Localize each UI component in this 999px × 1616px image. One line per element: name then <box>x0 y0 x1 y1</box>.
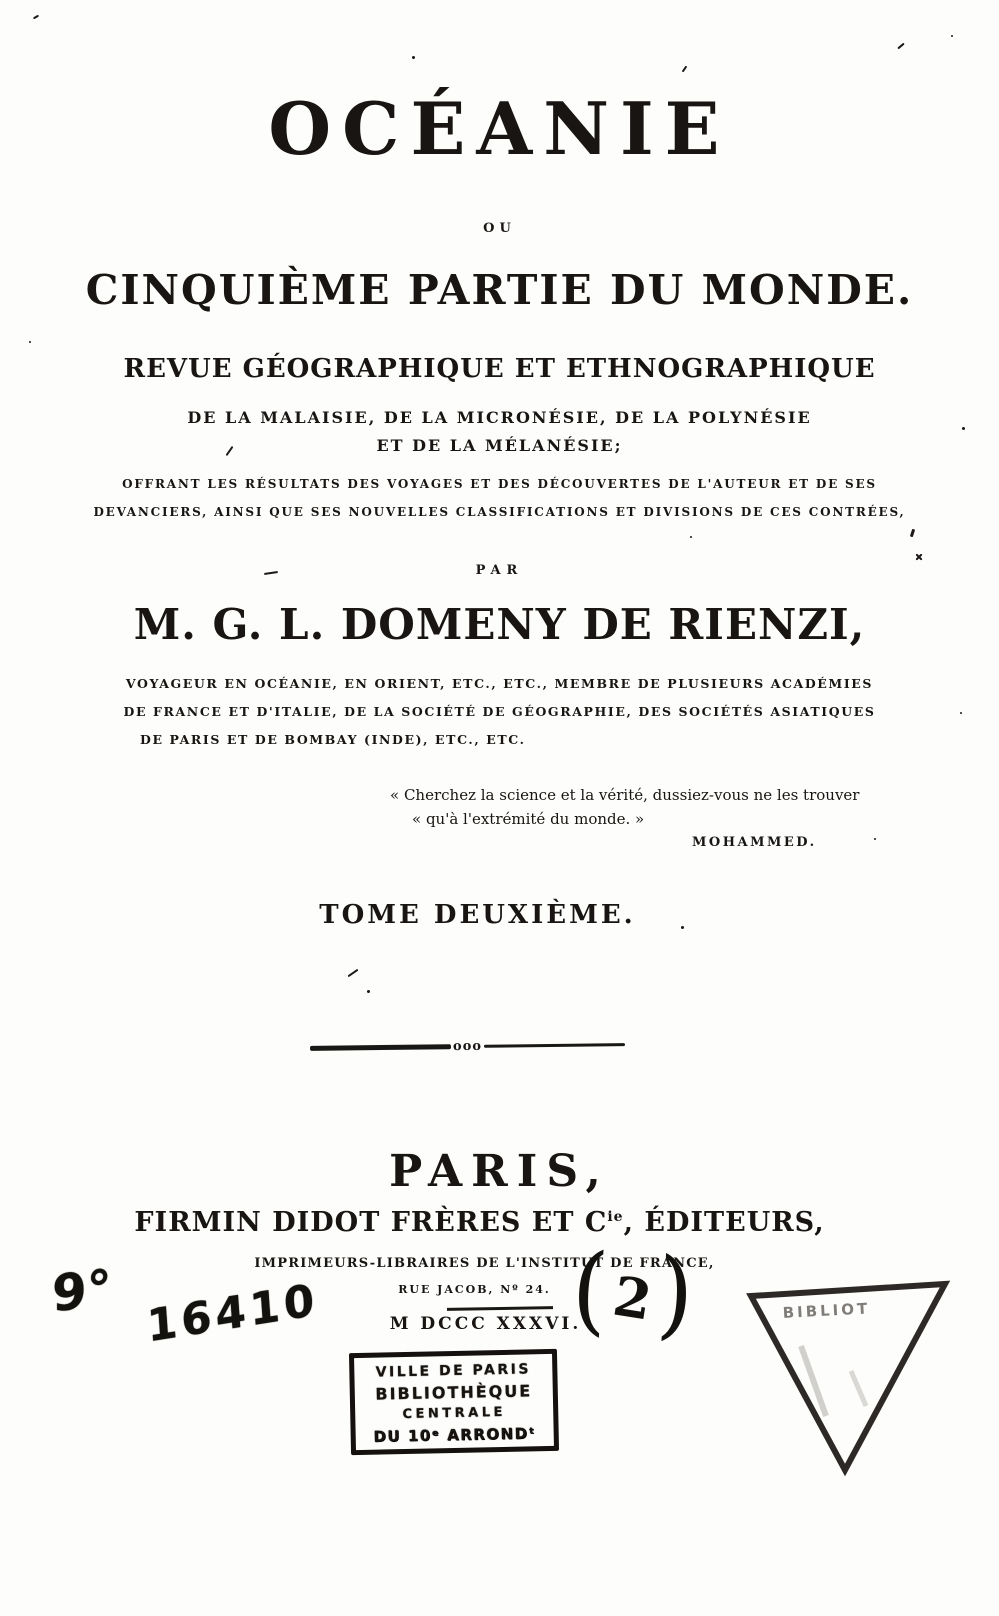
volume-label: TOME DEUXIÈME. <box>319 900 636 930</box>
stamp-smudge <box>851 1371 866 1406</box>
publisher-address: RUE JACOB, Nº 24. <box>398 1283 551 1296</box>
byline-par: PAR <box>475 563 524 578</box>
scan-speck <box>897 43 904 50</box>
stamp-line-library: BIBLIOTHÈQUE <box>375 1381 533 1404</box>
volume-note-paren-right: ) <box>654 1236 697 1351</box>
scan-speck <box>348 969 359 978</box>
author-credentials-3: DE PARIS ET DE BOMBAY (INDE), ETC., ETC. <box>140 732 526 747</box>
divider-ornament: ooo <box>452 1038 483 1055</box>
scan-speck <box>682 66 688 73</box>
volume-note-paren-left: ( <box>569 1232 611 1347</box>
publisher-superscript: ie <box>607 1209 624 1225</box>
scan-speck <box>29 341 31 343</box>
scan-speck <box>681 926 684 929</box>
scan-speck <box>33 15 39 20</box>
description-line-2: DEVANCIERS, AINSI QUE SES NOUVELLES CLASSIFICATIONS ET DIVISIONS DE CES CONTRÉES, <box>93 505 906 519</box>
divider-line-right <box>484 1043 625 1048</box>
handwritten-shelf-mark: 9° <box>52 1258 112 1324</box>
scan-speck <box>951 35 953 37</box>
publisher-role: IMPRIMEURS-LIBRAIRES DE L'INSTITUT DE FRANCE, <box>254 1256 715 1271</box>
title-connector: OU <box>483 221 516 236</box>
epigraph-line-1: « Cherchez la science et la vérité, dussiez-vous ne les trouver <box>390 786 860 804</box>
stamp-line-central: CENTRALE <box>402 1404 507 1423</box>
divider-rule <box>310 1038 625 1055</box>
triangle-stamp-text: BIBLIOT <box>782 1299 871 1322</box>
scan-speck <box>910 529 915 538</box>
scan-speck <box>960 712 962 714</box>
scan-speck <box>962 427 965 430</box>
book-subtitle: CINQUIÈME PARTIE DU MONDE. <box>85 266 914 314</box>
library-stamp-triangle <box>731 1276 953 1478</box>
author-credentials-2: DE FRANCE ET D'ITALIE, DE LA SOCIÉTÉ DE GÉOGRAPHIE, DES SOCIÉTÉS ASIATIQUES <box>123 704 876 719</box>
publisher-suffix: , ÉDITEURS, <box>623 1207 825 1238</box>
epigraph-attribution: MOHAMMED. <box>692 835 817 850</box>
publisher-line <box>0 1207 959 1238</box>
author-credentials-1: VOYAGEUR EN OCÉANIE, EN ORIENT, ETC., ETC., MEMBRE DE PLUSIEURS ACADÉMIES <box>125 676 874 691</box>
series-regions-1: DE LA MALAISIE, DE LA MICRONÉSIE, DE LA POLYNÉSIE <box>187 408 812 427</box>
scan-speck <box>367 990 370 993</box>
scan-speck <box>412 56 415 59</box>
description-line-1: OFFRANT LES RÉSULTATS DES VOYAGES ET DES DÉCOUVERTES DE L'AUTEUR ET DE SES <box>122 477 877 491</box>
author-name: M. G. L. DOMENY DE RIENZI, <box>133 600 866 649</box>
scan-speck <box>690 536 692 538</box>
library-stamp-rect <box>349 1349 559 1455</box>
volume-note-digit: 2 <box>608 1263 656 1333</box>
imprint-city: PARIS, <box>389 1146 610 1197</box>
publication-year: M DCCC XXXVI. <box>389 1314 582 1334</box>
series-regions-2: ET DE LA MÉLANÉSIE; <box>376 436 623 455</box>
book-title: OCÉANIE <box>268 86 731 171</box>
series-title: REVUE GÉOGRAPHIQUE ET ETHNOGRAPHIQUE <box>123 354 876 384</box>
handwritten-volume-note <box>569 1232 697 1351</box>
publisher-name: FIRMIN DIDOT FRÈRES ET C <box>134 1207 608 1238</box>
handwritten-accession-number: 16410 <box>145 1274 320 1353</box>
stamp-line-city: VILLE DE PARIS <box>375 1361 532 1381</box>
stamp-line-arrond: DU 10ᵉ ARRONDᵗ <box>373 1424 537 1446</box>
address-rule <box>447 1306 553 1311</box>
epigraph-line-2: « qu'à l'extrémité du monde. » <box>412 810 645 828</box>
scan-speck <box>874 838 876 840</box>
divider-line-left <box>310 1044 451 1051</box>
